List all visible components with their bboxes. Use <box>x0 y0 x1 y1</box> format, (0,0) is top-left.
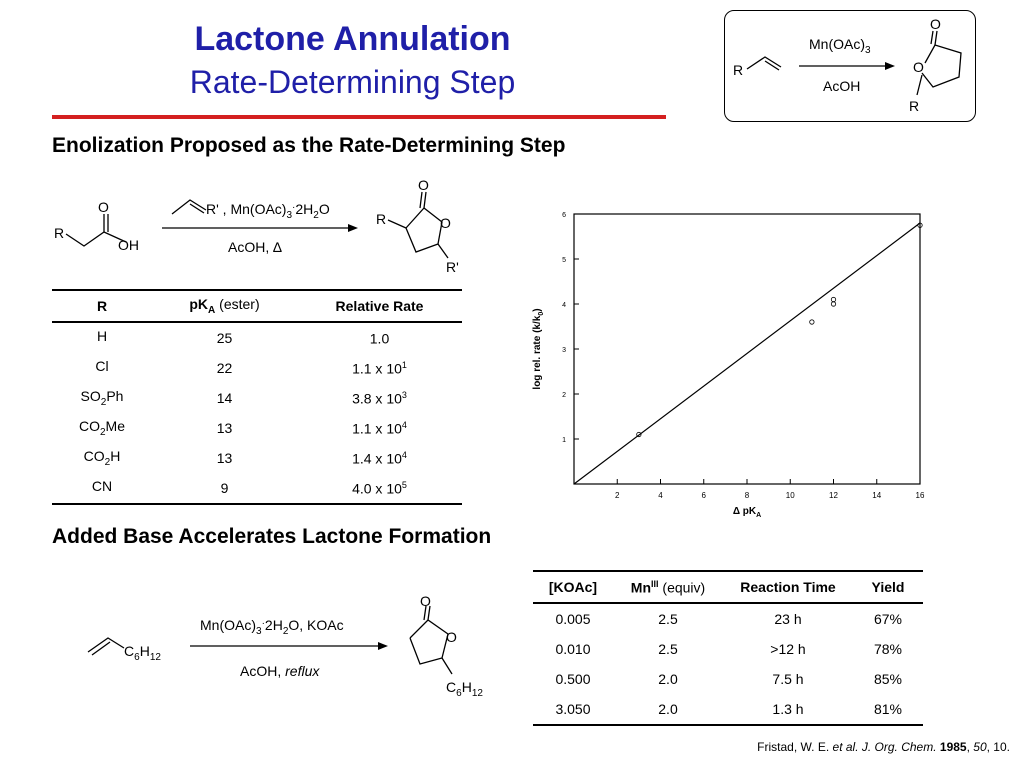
x-axis-label: Δ $pK_A$ <box>732 506 762 519</box>
cell-rate: 4.0 x $10^5$ <box>352 479 407 497</box>
acid-chain <box>66 232 126 246</box>
scheme1-r: R <box>54 225 65 241</box>
x-tick-label: 6 <box>701 491 706 500</box>
scheme1-product-o-top: O <box>418 177 429 193</box>
cell-r: H <box>96 328 108 345</box>
product-carbonyl-double <box>420 192 422 208</box>
cell-time: 1.3 h <box>772 701 804 717</box>
table-header-row <box>52 290 462 322</box>
scheme1-arrowhead <box>348 224 358 232</box>
x-tick-label: 2 <box>615 491 620 500</box>
scheme1-solvent: AcOH, ∆ <box>228 239 282 255</box>
col-header-koac: [KOAc] <box>533 571 613 603</box>
x-tick-label: 14 <box>872 491 882 500</box>
col-header-rate: Relative Rate <box>297 290 462 322</box>
cell-pka: 25 <box>216 330 233 346</box>
x-tick-label: 16 <box>915 491 925 500</box>
y-tick-label: 2 <box>562 392 566 399</box>
cell-rate: 1.1 x $10^4$ <box>352 419 407 437</box>
scheme2-arrowhead <box>378 642 388 650</box>
alkene-reagent <box>172 200 206 214</box>
table-row <box>533 694 923 725</box>
product-r-bond <box>388 220 406 228</box>
table-row <box>533 634 923 664</box>
cell-yield: 67% <box>873 611 903 627</box>
col-header-mn: $Mn^{III}$ (equiv) <box>613 571 723 603</box>
table-row <box>52 322 462 353</box>
y-tick-label: 3 <box>562 347 566 354</box>
cell-pka: 22 <box>216 360 233 376</box>
product-ring <box>406 208 442 252</box>
r-bond <box>917 75 922 95</box>
cell-koac: 3.050 <box>555 701 591 717</box>
cell-time: >12 h <box>770 641 806 657</box>
scheme2-substituent: $C_6H_{12}$ <box>124 643 161 663</box>
scheme2-solvent: AcOH, reflux <box>240 663 320 679</box>
cell-yield: 81% <box>873 701 903 717</box>
col-header-pka: $pK_A$ (ester) <box>152 290 297 322</box>
alkene-reagent-double <box>190 204 204 213</box>
scheme2-alkene-double <box>92 642 110 655</box>
scheme2-reagent: $Mn(OAc)_3^\cdot 2H_2O$, KOAc <box>200 617 344 637</box>
cell-yield: 85% <box>873 671 903 687</box>
plot-frame <box>574 214 920 484</box>
y-tick-label: 1 <box>562 437 566 444</box>
scheme1-reagent: R' , $Mn(OAc)_3^\cdot 2H_2O$ <box>206 201 330 221</box>
title-divider <box>52 115 666 119</box>
cell-time: 7.5 h <box>772 671 804 687</box>
y-tick-label: 4 <box>562 302 566 309</box>
scheme-r-product: R <box>909 98 920 114</box>
scheme2-product-o-ring: O <box>446 629 457 645</box>
cell-koac: 0.010 <box>555 641 591 657</box>
koac-yield-table <box>533 570 923 726</box>
data-point <box>810 320 814 324</box>
scheme-r-left: R <box>733 62 744 78</box>
col-header-time: Reaction Time <box>723 571 853 603</box>
table-row <box>52 413 462 443</box>
cell-rate: 1.0 <box>369 330 390 347</box>
cell-mn: 2.0 <box>658 671 678 687</box>
cell-r: $SO_2Ph$ <box>80 388 124 408</box>
scheme-reagent: $Mn(OAc)_3$ <box>809 36 871 56</box>
pka-rate-table <box>52 289 462 505</box>
scheme-solvent: AcOH <box>823 78 861 94</box>
cell-r: $CO_2H$ <box>83 448 121 468</box>
x-tick-label: 4 <box>658 491 663 500</box>
scheme2-product-chain-bond <box>442 658 452 674</box>
cell-yield: 78% <box>873 641 903 657</box>
scheme1-product-o-ring: O <box>440 215 451 231</box>
table-row <box>52 383 462 413</box>
cell-pka: 9 <box>220 480 229 496</box>
scheme1-product-rprime: R' <box>446 259 459 275</box>
scheme2-product-substituent: $C_6H_{12}$ <box>446 679 483 699</box>
carbonyl-double-bond <box>931 31 933 44</box>
x-tick-label: 12 <box>829 491 838 500</box>
page-subtitle: Rate-Determining Step <box>189 64 516 100</box>
cell-r: Cl <box>95 358 109 375</box>
product-rprime-bond <box>438 244 448 258</box>
cell-pka: 13 <box>216 420 233 436</box>
general-scheme-drawing <box>725 11 975 121</box>
scheme1-oh: OH <box>118 237 139 253</box>
ring-oxygen: O <box>913 59 924 75</box>
section2-heading: Added Base Accelerates Lactone Formation <box>52 525 492 548</box>
scheme2-product-o-top: O <box>420 593 431 609</box>
cell-rate: 3.8 x $10^3$ <box>352 389 407 407</box>
col-header-r: R <box>52 290 152 322</box>
general-scheme-box <box>724 10 976 122</box>
product-carbonyl <box>424 192 426 208</box>
col-header-yield: Yield <box>853 571 923 603</box>
table2-header-row <box>533 571 923 603</box>
scheme2-product-ring <box>410 620 448 664</box>
cell-r: CN <box>91 478 113 495</box>
y-axis-label: log rel. rate $(k/k_0)$ <box>532 308 545 390</box>
data-point <box>831 302 835 306</box>
cell-koac: 0.005 <box>555 611 591 627</box>
cell-r: $CO_2Me$ <box>78 418 125 438</box>
cell-pka: 14 <box>216 390 233 406</box>
cell-rate: 1.1 x $10^1$ <box>352 359 407 377</box>
cell-mn: 2.0 <box>658 701 678 717</box>
y-tick-label: 5 <box>562 257 566 264</box>
table-row <box>52 473 462 504</box>
alkene-bond <box>747 57 781 69</box>
x-tick-label: 10 <box>785 491 795 500</box>
cell-mn: 2.5 <box>658 611 678 627</box>
lactone-ring <box>922 45 961 87</box>
data-point <box>831 297 835 301</box>
rate-vs-pka-chart <box>526 200 946 530</box>
cell-rate: 1.4 x $10^4$ <box>352 449 407 467</box>
alkene-double-bond <box>765 61 779 70</box>
scheme1-drawing <box>50 172 480 282</box>
section1-heading: Enolization Proposed as the Rate-Determining Step <box>52 134 566 157</box>
scheme1-product-r: R <box>376 211 387 227</box>
x-tick-label: 8 <box>744 491 750 500</box>
fit-line <box>574 223 920 484</box>
carbonyl-oxygen: O <box>930 16 941 32</box>
carbonyl-bond <box>935 31 937 45</box>
table-row <box>533 664 923 694</box>
arrow-head <box>885 62 895 70</box>
citation: Fristad, W. E. et al. J. Org. Chem. 1985, 50, 10. <box>757 740 1010 754</box>
scheme2-drawing <box>80 592 510 702</box>
scheme1-o: O <box>98 199 109 215</box>
cell-pka: 13 <box>216 450 233 466</box>
page-title: Lactone Annulation <box>194 20 511 58</box>
table-row <box>52 443 462 473</box>
y-tick-label: 6 <box>562 212 566 219</box>
cell-mn: 2.5 <box>658 641 678 657</box>
cell-time: 23 h <box>774 611 802 627</box>
table-row <box>533 603 923 634</box>
cell-koac: 0.500 <box>555 671 591 687</box>
table-row <box>52 353 462 383</box>
